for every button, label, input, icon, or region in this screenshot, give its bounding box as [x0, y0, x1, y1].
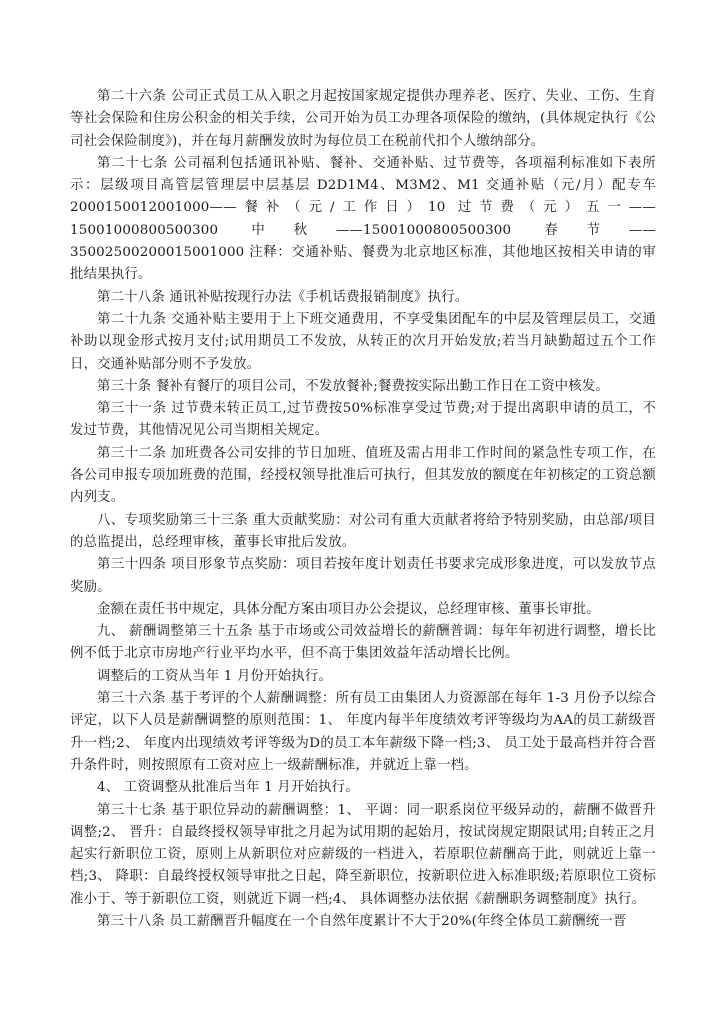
paragraph-article-34: 第三十四条 项目形象节点奖励：项目若按年度计划责任书要求完成形象进度，可以发放节点奖励。 — [70, 557, 656, 595]
paragraph-article-31: 第三十一条 过节费未转正员工,过节费按50%标准享受过节费;对于提出离职申请的员工，不发过节费，其他情况见公司当期相关规定。 — [70, 401, 656, 439]
paragraph-article-28: 第二十八条 通讯补贴按现行办法《手机话费报销制度》执行。 — [97, 289, 469, 305]
paragraph-article-26: 第二十六条 公司正式员工从入职之月起按国家规定提供办理养老、医疗、失业、工伤、生育等社会保险和住房公积金的相关手续，公司开始为员工办理各项保险的缴纳，(具体规定执行《公司社会保险制度》)，并在每月薪酬发放时为每位员工在税前代扣个人缴纳部分。 — [70, 89, 656, 149]
paragraph-article-37: 第三十七条 基于职位异动的薪酬调整：1、 平调：同一职系岗位平级异动的，薪酬不做晋升调整;2、 晋升：自最终授权领导审批之月起为试用期的起始月，按试岗规定期限试用;自转正之月起实行新职位工资，原则上从新职位对应薪级的一档进入，若原职位薪酬高于此，则就近上靠一档;3、 降职：自最终授权领导审批之日起，降至新职位，按新职位进入标准职级;若原职位工资标准小于、等于新职位工资，则就近下调一档;4、 具体调整办法依据《薪酬职务调整制度》执行。 — [70, 802, 656, 907]
paragraph-article-36: 第三十六条 基于考评的个人薪酬调整：所有员工由集团人力资源部在每年 1-3 月份予以综合评定，以下人员是薪酬调整的原则范围：1、 年度内每半年度绩效考评等级均为AA的员工薪级晋升一档;2、 年度内出现绩效考评等级为D的员工本年薪级下降一档;3、 员工处于最高档并符合晋升条件时，则按照原有工资对应上一级薪酬标准，并就近上靠一档。 — [70, 691, 656, 773]
paragraph-section-9-article-35: 九、 薪酬调整第三十五条 基于市场或公司效益增长的薪酬普调：每年年初进行调整，增长比例不低于北京市房地产行业平均水平，但不高于集团效益年活动增长比例。 — [70, 624, 656, 662]
paragraph-article-29: 第二十九条 交通补贴主要用于上下班交通费用，不享受集团配车的中层及管理层员工，交通补助以现金形式按月支付;试用期员工不发放，从转正的次月开始发放;若当月缺勤超过五个工作日，交通补贴部分则不予发放。 — [70, 311, 656, 372]
paragraph-adjustment-effective: 调整后的工资从当年 1 月份开始执行。 — [97, 668, 333, 684]
paragraph-article-30: 第三十条 餐补有餐厅的项目公司，不发放餐补;餐费按实际出勤工作日在工资中核发。 — [97, 378, 610, 394]
paragraph-article-32: 第三十二条 加班费各公司安排的节日加班、值班及需占用非工作时间的紧急性专项工作，在各公司申报专项加班费的范围，经授权领导批准后可执行，但其发放的额度在年初核定的工资总额内列支。 — [70, 445, 656, 506]
paragraph-item-4: 4、 工资调整从批准后当年 1 月开始执行。 — [97, 780, 359, 796]
paragraph-amount-note: 金额在责任书中规定，具体分配方案由项目办公会提议，总经理审核、董事长审批。 — [97, 601, 600, 617]
document-body — [70, 86, 656, 933]
paragraph-article-27: 第二十七条 公司福利包括通讯补贴、餐补、交通补贴、过节费等，各项福利标准如下表所示：层级项目高管层管理层中层基层 D2D1M4、M3M2、M1 交通补贴（元/月）配专车2000150012001000——餐补（元/工作日）10 过节费（元）五一——15001000800500300 中秋——15001000800500300 春节——35002500200015001000 注释：交通补贴、餐费为北京地区标准，其他地区按相关申请的审批结果执行。 — [70, 155, 656, 283]
paragraph-article-38: 第三十八条 员工薪酬晋升幅度在一个自然年度累计不大于20%(年终全体员工薪酬统一晋 — [97, 913, 627, 929]
paragraph-section-8-article-33: 八、专项奖励第三十三条 重大贡献奖励：对公司有重大贡献者将给予特别奖励，由总部/项目的总监提出，总经理审核，董事长审批后发放。 — [70, 512, 656, 550]
